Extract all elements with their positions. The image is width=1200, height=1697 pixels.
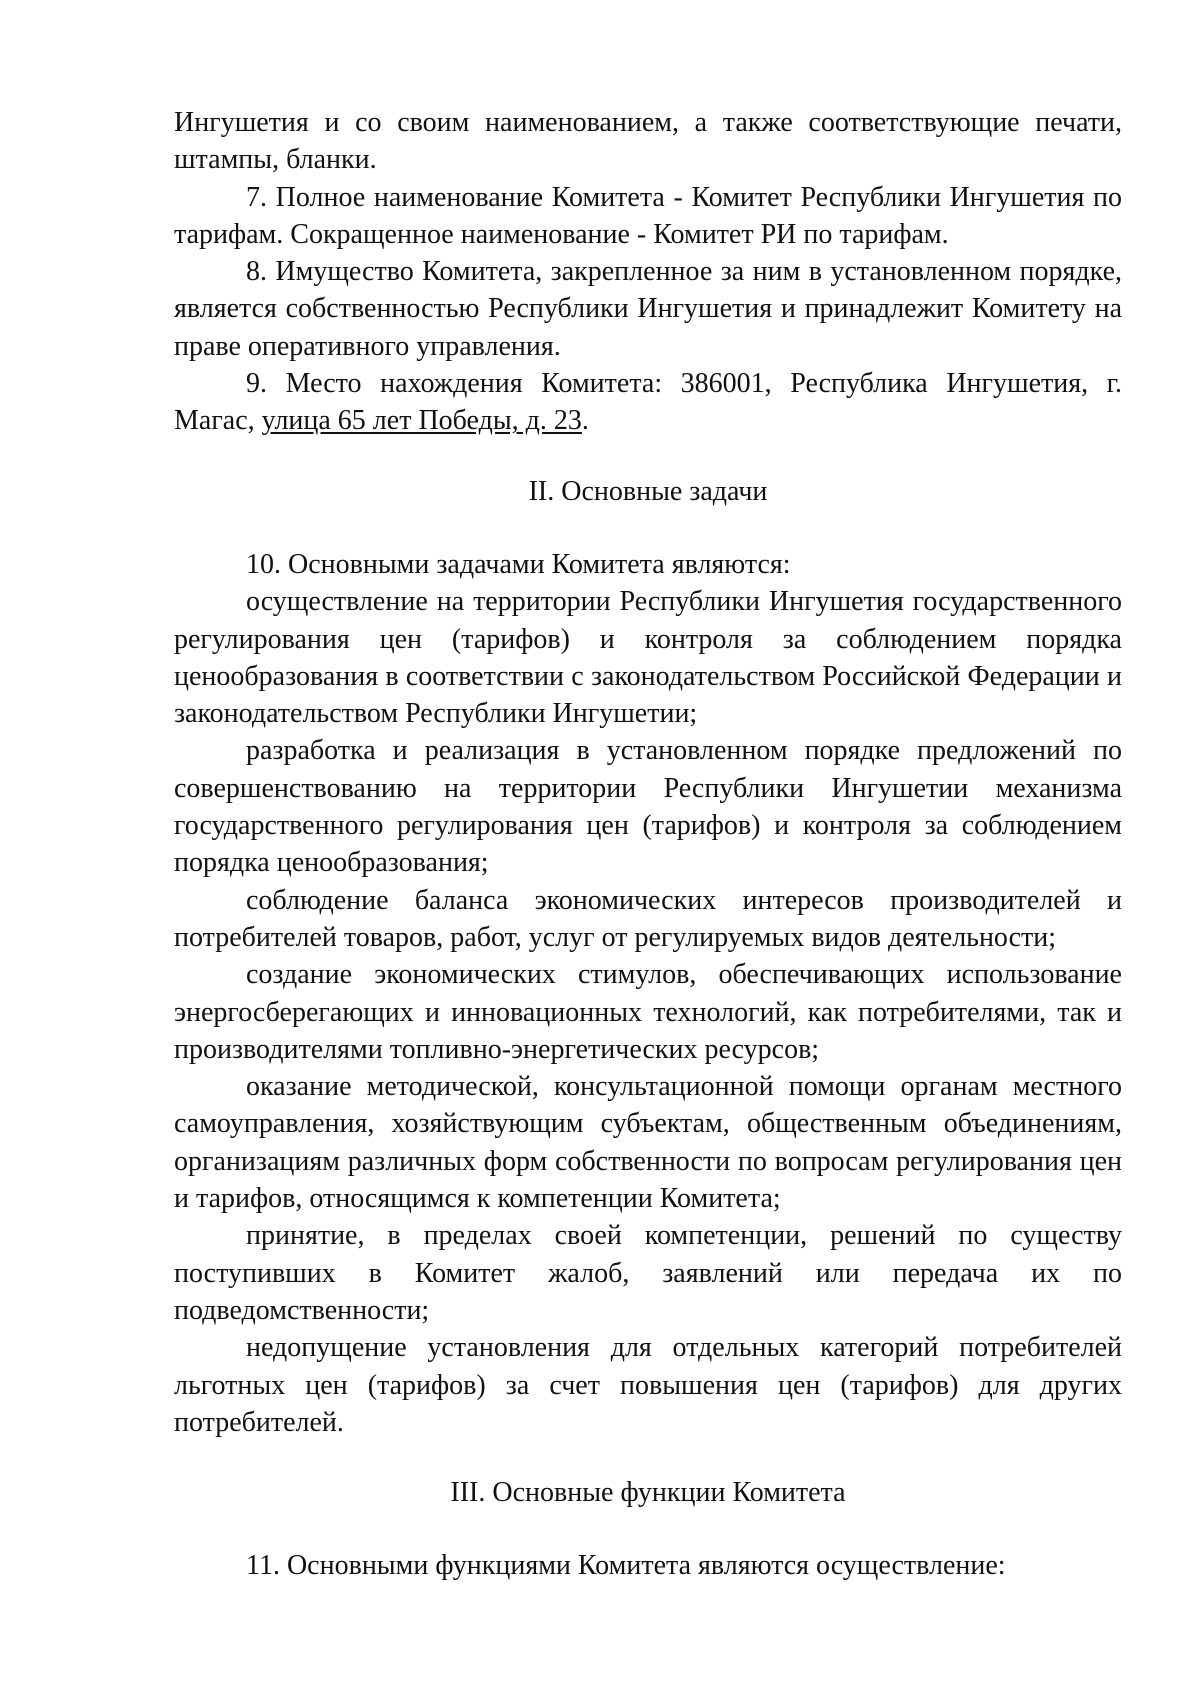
- task-item: осуществление на территории Республики Ингушетия государственного регулирования цен (тарифов) и контроля за соблюдением порядка ценообразования в соответствии с законодательством Российской Федерации и законодательством Республики Ингушетии;: [174, 586, 1122, 730]
- address-link[interactable]: улица 65 лет Победы, д. 23: [261, 405, 582, 437]
- spacer: [174, 1511, 1122, 1547]
- paragraph-9-text: 9. Место нахождения Комитета: 386001, Республика Ингушетия, г. Магас,: [174, 368, 1122, 437]
- paragraph-9-end: .: [581, 405, 589, 437]
- paragraph-8: 8. Имущество Комитета, закрепленное за ним в установленном порядке, является собственностью Республики Ингушетия и принадлежит Комитету на праве оперативного управления.: [174, 256, 1122, 362]
- task-item: разработка и реализация в установленном порядке предложений по совершенствованию на территории Республики Ингушетии механизма государственного регулирования цен (тарифов) и контроля за соблюдением порядка ценообразования;: [174, 735, 1122, 879]
- document-page: [174, 104, 1122, 1585]
- spacer: [174, 510, 1122, 546]
- task-item: соблюдение баланса экономических интересов производителей и потребителей товаров, работ, услуг от регулируемых видов деятельности;: [174, 884, 1122, 953]
- section-2-heading: II. Основные задачи: [528, 475, 768, 507]
- paragraph-11: 11. Основными функциями Комитета являются осуществление:: [246, 1550, 1006, 1582]
- spacer: [174, 440, 1122, 473]
- continuation-paragraph: Ингушетия и со своим наименованием, а также соответствующие печати, штампы, бланки.: [174, 107, 1122, 176]
- section-3-heading: III. Основные функции Комитета: [450, 1477, 846, 1509]
- task-item: оказание методической, консультационной помощи органам местного самоуправления, хозяйствующим субъектам, общественным объединениям, организациям различных форм собственности по вопросам регулирования цен и тарифов, относящимся к компетенции Комитета;: [174, 1071, 1122, 1215]
- paragraph-7: 7. Полное наименование Комитета - Комитет Республики Ингушетия по тарифам. Сокращенное наименование - Комитет РИ по тарифам.: [174, 181, 1122, 250]
- task-item: недопущение установления для отдельных категорий потребителей льготных цен (тарифов) за счет повышения цен (тарифов) для других потребителей.: [174, 1332, 1122, 1438]
- paragraph-10: 10. Основными задачами Комитета являются:: [246, 548, 791, 580]
- task-item: принятие, в пределах своей компетенции, решений по существу поступивших в Комитет жалоб, заявлений или передача их по подведомственности;: [174, 1220, 1122, 1326]
- task-item: создание экономических стимулов, обеспечивающих использование энергосберегающих и инновационных технологий, как потребителями, так и производителями топливно-энергетических ресурсов;: [174, 959, 1122, 1065]
- paragraph-9: [174, 365, 1122, 440]
- spacer: [174, 1441, 1122, 1474]
